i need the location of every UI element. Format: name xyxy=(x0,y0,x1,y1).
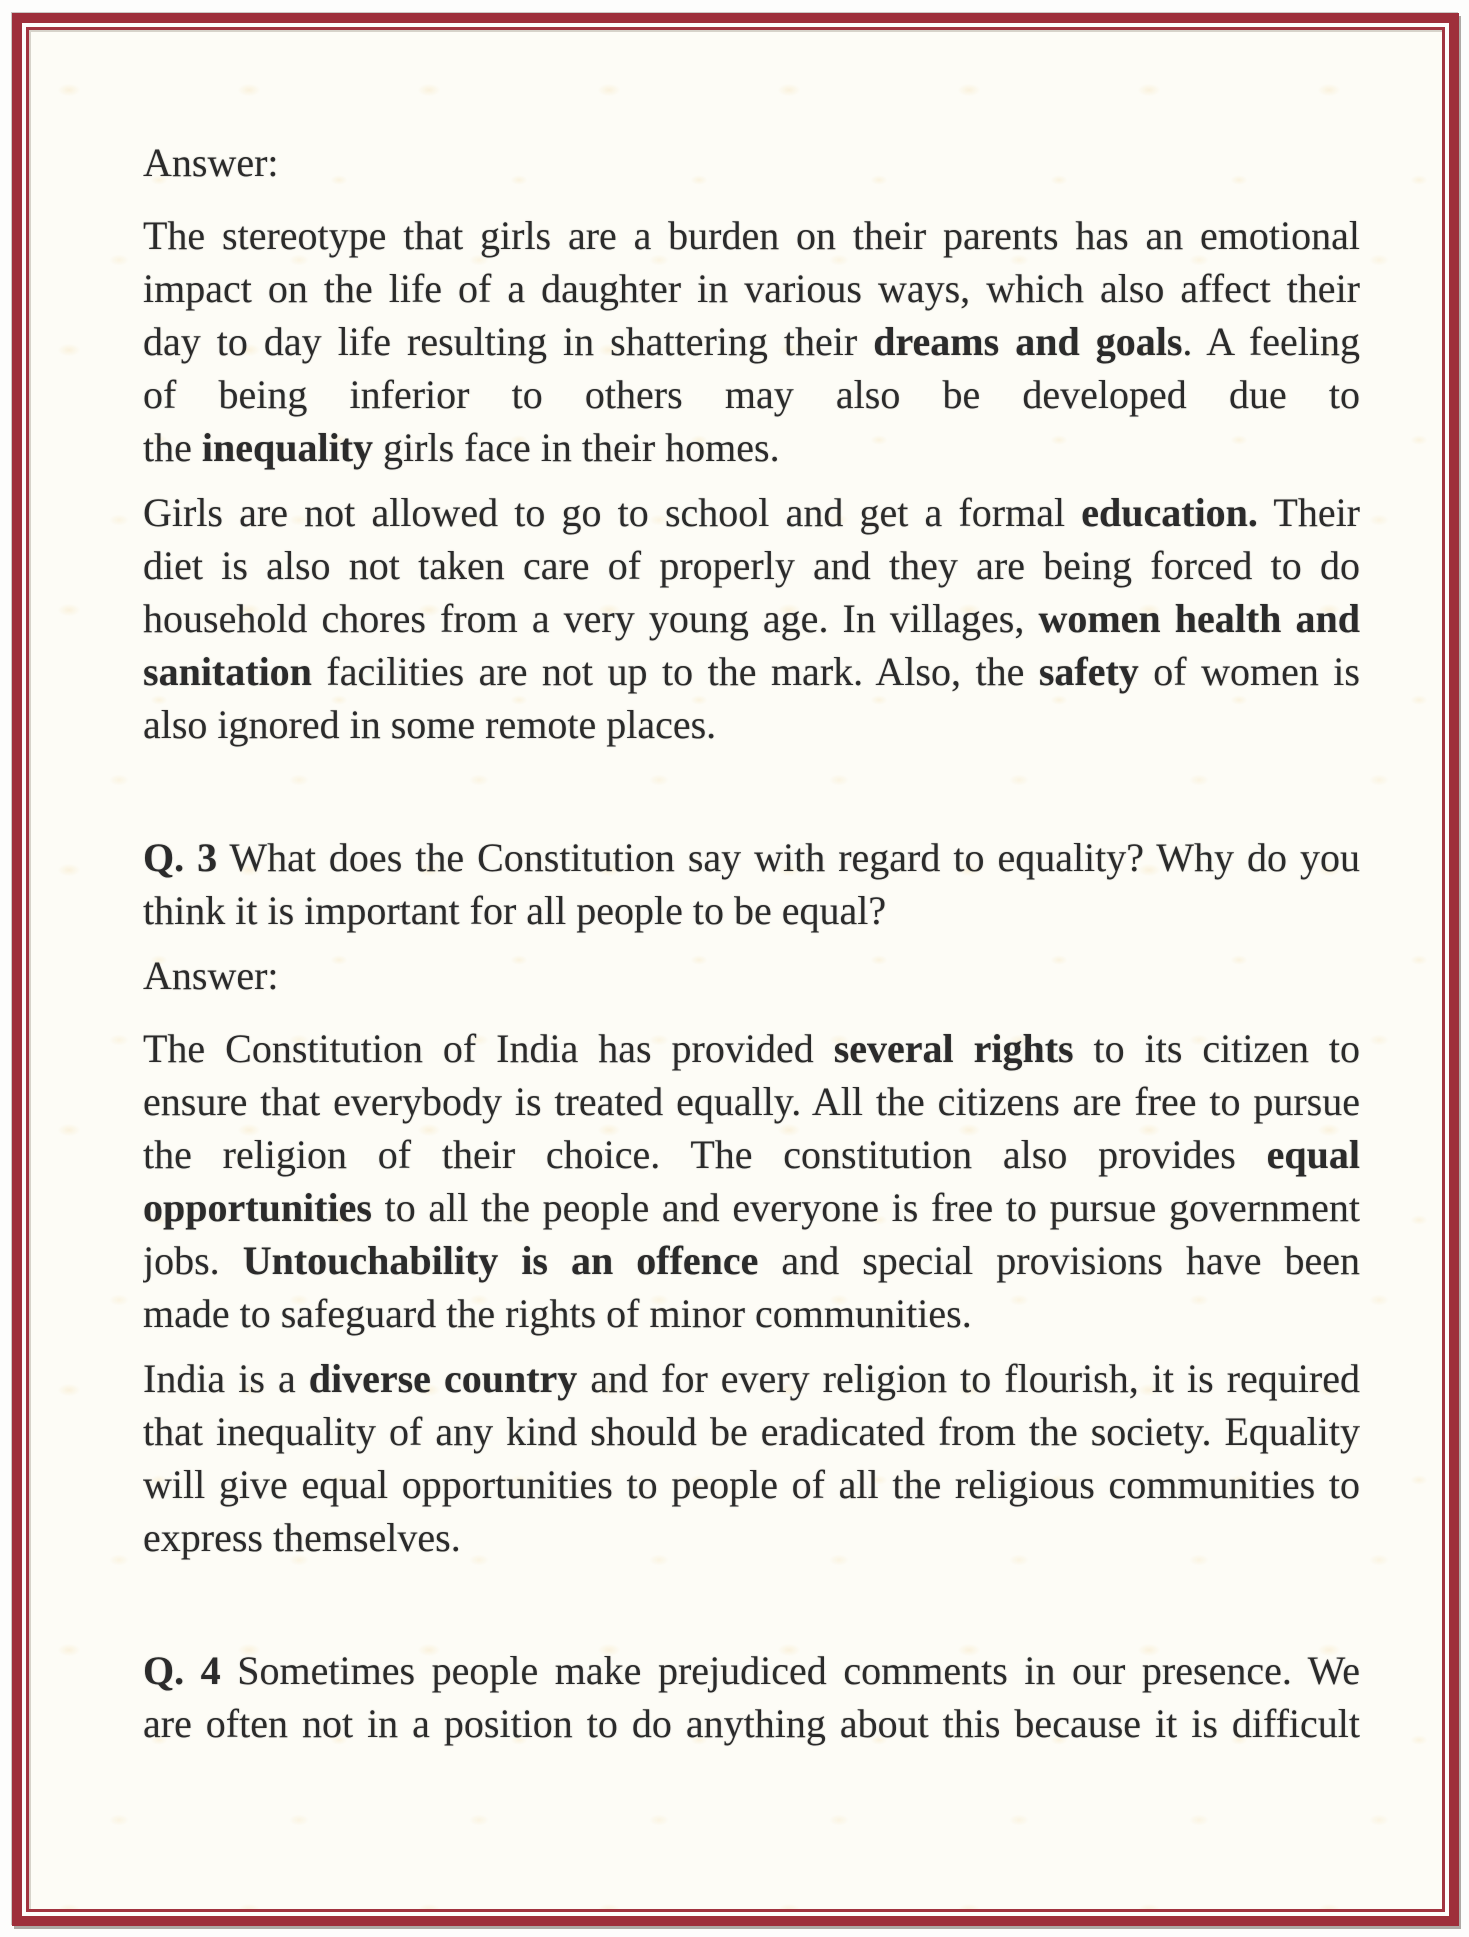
text-segment: the xyxy=(143,425,202,470)
text-line xyxy=(143,262,1360,315)
text-line xyxy=(143,1128,1360,1181)
text-segment: jobs. xyxy=(143,1238,243,1283)
text-line xyxy=(143,592,1360,645)
answer-4-paragraph-2 xyxy=(143,1352,1360,1564)
text-segment: ensure that everybody is treated equally. All the citizens are free to pursue xyxy=(143,1079,1360,1124)
bold-text-segment: Untouchability is an offence xyxy=(242,1238,759,1283)
text-segment: and for every religion to flourish, it is required xyxy=(577,1356,1360,1401)
page-inner-border xyxy=(26,27,1445,1912)
text-line xyxy=(143,1234,1360,1287)
text-line xyxy=(143,1075,1360,1128)
bold-text-segment: women health and xyxy=(1038,596,1360,641)
text-segment: of being inferior to others may also be developed due to xyxy=(143,372,1360,417)
bold-text-segment: opportunities xyxy=(143,1185,372,1230)
text-segment: impact on the life of a daughter in various ways, which also affect their xyxy=(143,266,1360,311)
text-segment: made to safeguard the rights of minor communities. xyxy=(143,1291,972,1336)
bold-text-segment: Q. 3 xyxy=(143,835,218,880)
answer-3-paragraph-1 xyxy=(143,209,1360,474)
text-line xyxy=(143,1511,1360,1564)
bold-text-segment: sanitation xyxy=(143,649,312,694)
text-segment: and special provisions have been xyxy=(758,1238,1360,1283)
text-segment: day to day life resulting in shattering their xyxy=(143,319,874,364)
bold-text-segment: education. xyxy=(1081,490,1258,535)
text-segment: household chores from a very young age. In villages, xyxy=(143,596,1039,641)
text-segment: to all the people and everyone is free to pursue government xyxy=(371,1185,1360,1230)
text-line xyxy=(143,368,1360,421)
text-segment: Girls are not allowed to go to school and get a formal xyxy=(143,490,1082,535)
text-segment: of women is xyxy=(1138,649,1360,694)
text-segment: are often not in a position to do anything about this because it is difficult xyxy=(143,1701,1360,1746)
text-line xyxy=(143,1405,1360,1458)
text-line xyxy=(143,1644,1360,1697)
text-line xyxy=(143,949,1360,1002)
bold-text-segment: safety xyxy=(1038,649,1139,694)
text-segment: Sometimes people make prejudiced comments in our presence. We xyxy=(220,1648,1360,1693)
text-segment: also ignored in some remote places. xyxy=(143,702,717,747)
text-line xyxy=(143,1287,1360,1340)
text-segment: that inequality of any kind should be eradicated from the society. Equality xyxy=(143,1409,1360,1454)
text-segment: . A feeling xyxy=(1182,319,1360,364)
page-outer-border xyxy=(12,13,1459,1926)
text-line xyxy=(143,1697,1360,1750)
text-segment: think it is important for all people to be equal? xyxy=(143,888,887,933)
text-segment: diet is also not taken care of properly and they are being forced to do xyxy=(143,543,1360,588)
text-line xyxy=(143,698,1360,751)
text-line xyxy=(143,1458,1360,1511)
text-line xyxy=(143,209,1360,262)
text-segment: facilities are not up to the mark. Also, the xyxy=(311,649,1039,694)
text-line xyxy=(143,539,1360,592)
bold-text-segment: several rights xyxy=(833,1026,1074,1071)
text-line xyxy=(143,1022,1360,1075)
bold-text-segment: Q. 4 xyxy=(143,1648,221,1693)
answer-label-1 xyxy=(143,136,1360,189)
text-segment: India is a xyxy=(143,1356,309,1401)
text-line xyxy=(143,884,1360,937)
bold-text-segment: equal xyxy=(1266,1132,1360,1177)
text-segment: The stereotype that girls are a burden on their parents has an emotional xyxy=(143,213,1360,258)
bold-text-segment: dreams and goals xyxy=(873,319,1183,364)
text-line xyxy=(143,645,1360,698)
text-segment: Their xyxy=(1257,490,1360,535)
answer-label-2 xyxy=(143,949,1360,1002)
text-line xyxy=(143,421,1360,474)
text-segment: Answer: xyxy=(143,953,279,998)
answer-3-paragraph-2 xyxy=(143,486,1360,751)
text-line xyxy=(143,486,1360,539)
text-line xyxy=(143,136,1360,189)
text-segment: Answer: xyxy=(143,140,279,185)
text-segment: express themselves. xyxy=(143,1515,461,1560)
text-line xyxy=(143,1181,1360,1234)
text-segment: The Constitution of India has provided xyxy=(143,1026,834,1071)
text-segment: the religion of their choice. The constitution also provides xyxy=(143,1132,1267,1177)
bold-text-segment: diverse country xyxy=(308,1356,578,1401)
bold-text-segment: inequality xyxy=(201,425,374,470)
text-segment: to its citizen to xyxy=(1073,1026,1360,1071)
question-4 xyxy=(143,1644,1360,1750)
text-line xyxy=(143,315,1360,368)
document-body xyxy=(143,136,1360,1750)
text-segment: What does the Constitution say with regard to equality? Why do you xyxy=(217,835,1360,880)
text-line xyxy=(143,831,1360,884)
text-segment: will give equal opportunities to people of all the religious communities to xyxy=(143,1462,1360,1507)
text-segment: girls face in their homes. xyxy=(373,425,780,470)
question-3 xyxy=(143,831,1360,937)
section-gap-2 xyxy=(143,1576,1360,1644)
answer-4-paragraph-1 xyxy=(143,1022,1360,1340)
text-line xyxy=(143,1352,1360,1405)
section-gap-1 xyxy=(143,763,1360,831)
